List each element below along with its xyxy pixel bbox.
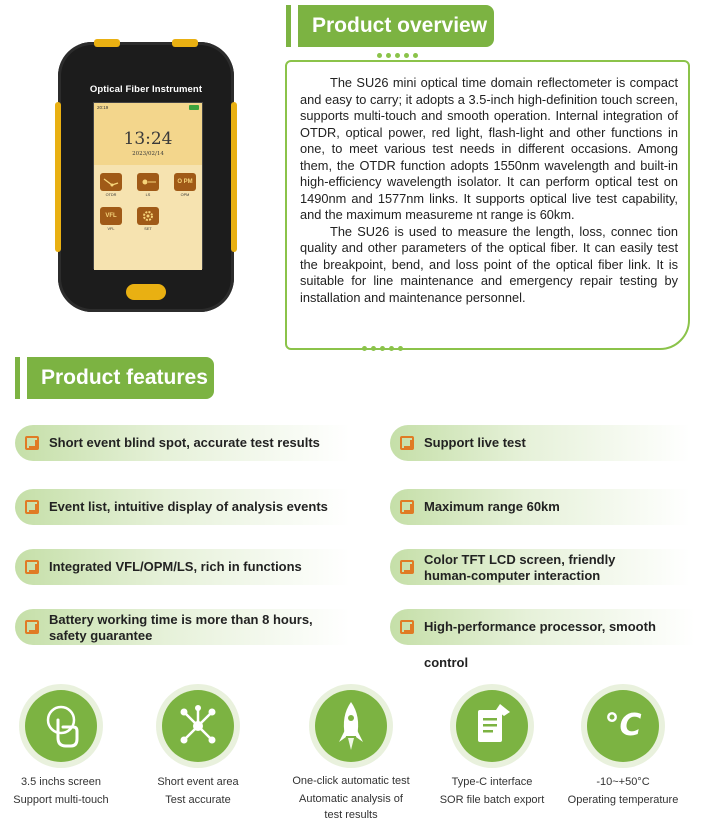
device-title: Optical Fiber Instrument	[89, 84, 203, 95]
battery-icon	[189, 105, 199, 110]
overview-paragraph-1: The SU26 mini optical time domain reflectometer is compact and easy to carry; it adopts a 3.5-inch high-definition touch screen, supports multi-touch and smooth operation. Internal integration of OTDR, optical power, red light, flash-light and other functions in one, to meet various test needs in different occasions. Among them, the OTDR function adopts 1550nm wavelength and built-in high-efficiency wavelength isolator. It can perform optical test on 1490nm and 1577nm links. It supports optical live test capability, and the maximum measureme nt range is 60km.	[300, 75, 678, 222]
overview-paragraph-2: The SU26 is used to measure the length, loss, connec tion quality and other parameters of the optical fiber. It can easily test the breakpoint, bend, and loss point of the optical fiber link. It is suitable for line maintenance and emergency repair testing by installation and maintenance personnel.	[300, 223, 678, 305]
highlight-line2: Automatic analysis of test results	[299, 793, 403, 821]
highlight-line2: SOR file batch export	[439, 794, 545, 806]
check-square-icon	[25, 560, 39, 574]
settings-gear-icon	[137, 207, 159, 225]
highlight-network	[156, 684, 240, 768]
rocket-icon	[315, 690, 387, 762]
feature-item	[15, 489, 350, 525]
check-square-icon	[400, 620, 414, 634]
device-image	[58, 42, 234, 312]
highlight-line1: -10~+50°C	[596, 776, 650, 788]
feature-text: High-performance processor, smooth control	[424, 619, 656, 670]
feature-item	[15, 425, 350, 461]
device-screen	[93, 102, 203, 269]
touch-hand-icon	[25, 690, 97, 762]
screen-app-panel	[94, 165, 202, 270]
overview-dots-top	[377, 53, 418, 58]
light-source-icon	[137, 173, 159, 191]
screen-date: 2023/02/14	[132, 151, 164, 157]
network-nodes-icon	[162, 690, 234, 762]
screen-status-time: 20:19	[97, 105, 109, 110]
overview-heading: Product overview	[298, 5, 494, 47]
highlight-line1: Short event area	[157, 776, 239, 788]
overview-dots-bottom	[362, 346, 403, 351]
highlight-caption	[281, 773, 421, 823]
app-label-set: SET	[144, 227, 152, 231]
feature-text: Short event blind spot, accurate test results	[49, 435, 320, 450]
feature-item	[15, 609, 350, 645]
device-top-bump-right	[172, 39, 198, 47]
highlight-line2: Support multi-touch	[13, 794, 109, 806]
highlight-caption	[553, 773, 693, 809]
feature-item	[390, 489, 690, 525]
feature-item	[390, 609, 695, 670]
overview-text	[300, 75, 678, 306]
check-square-icon	[400, 436, 414, 450]
highlight-file	[450, 684, 534, 768]
highlight-temperature	[581, 684, 665, 768]
device-home-button	[126, 284, 166, 300]
vfl-icon: VFL	[100, 207, 122, 225]
check-square-icon	[400, 560, 414, 574]
feature-text: Support live test	[424, 435, 526, 450]
highlight-caption	[0, 773, 131, 809]
highlight-touch	[19, 684, 103, 768]
device-right-trim	[231, 102, 237, 252]
highlight-rocket	[309, 684, 393, 768]
app-label-vfl: VFL	[107, 227, 115, 231]
check-square-icon	[25, 500, 39, 514]
app-label-ls: LS	[145, 193, 151, 197]
highlight-line2: Test accurate	[165, 794, 231, 806]
feature-text: Maximum range 60km	[424, 499, 560, 514]
features-heading: Product features	[27, 357, 214, 399]
feature-text: Event list, intuitive display of analysis events	[49, 499, 328, 514]
feature-item	[390, 549, 690, 585]
device-left-trim	[55, 102, 61, 252]
file-document-icon	[456, 690, 528, 762]
highlight-line1: One-click automatic test	[292, 775, 410, 787]
check-square-icon	[25, 620, 39, 634]
feature-item	[15, 549, 350, 585]
celsius-icon: °C	[604, 708, 642, 743]
highlight-caption	[422, 773, 562, 809]
highlight-caption	[128, 773, 268, 809]
screen-clock: 13:24	[123, 129, 173, 149]
power-meter-icon: O PM	[174, 173, 196, 191]
otdr-icon	[100, 173, 122, 191]
feature-text: Battery working time is more than 8 hours, safety guarantee	[49, 612, 313, 643]
device-top-bump-left	[94, 39, 120, 47]
highlight-line2: Operating temperature	[567, 794, 679, 806]
highlight-line1: Type-C interface	[451, 776, 533, 788]
app-label-opm: OPM	[180, 193, 190, 197]
feature-item	[390, 425, 690, 461]
check-square-icon	[25, 436, 39, 450]
feature-text: Integrated VFL/OPM/LS, rich in functions	[49, 559, 302, 574]
app-label-otdr: OTDR	[105, 193, 117, 197]
check-square-icon	[400, 500, 414, 514]
feature-text: Color TFT LCD screen, friendly human-computer interaction	[424, 552, 616, 583]
highlight-line1: 3.5 inchs screen	[20, 776, 102, 788]
